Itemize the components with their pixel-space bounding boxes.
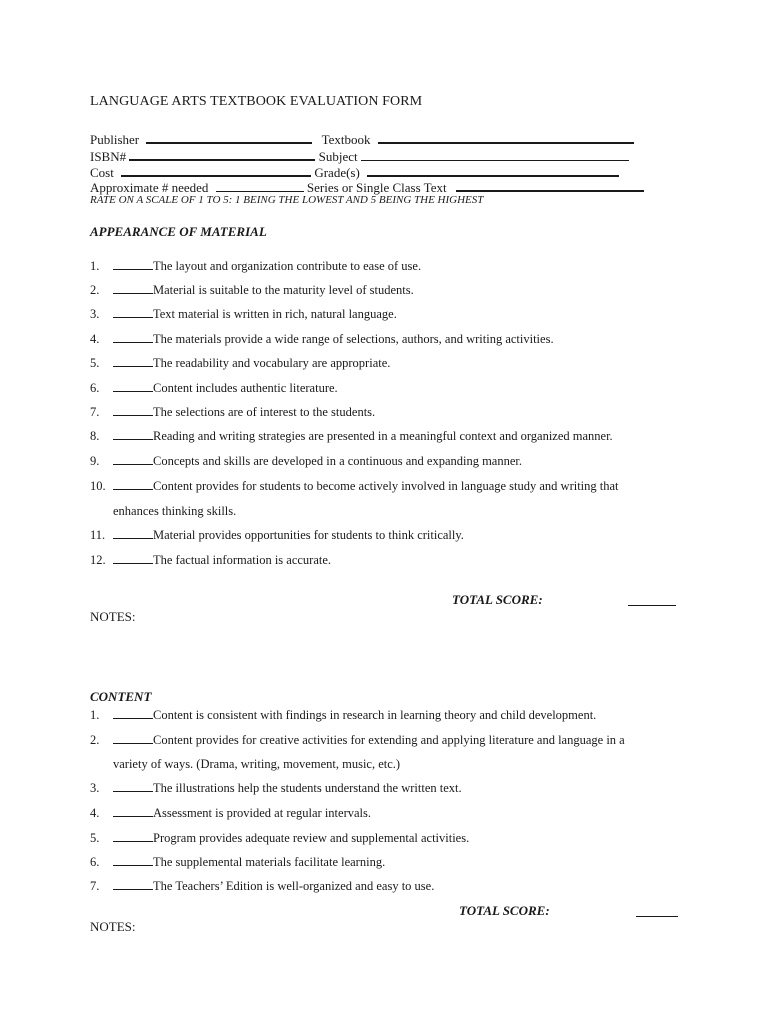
subject-blank[interactable] xyxy=(361,148,629,161)
series-single-blank[interactable] xyxy=(456,178,644,192)
appearance-notes-label: NOTES: xyxy=(90,609,136,624)
item-number: 3. xyxy=(90,307,100,321)
item-text-continuation: variety of ways. (Drama, writing, movement, music, etc.) xyxy=(113,757,401,771)
content-item xyxy=(90,805,371,821)
rating-blank[interactable] xyxy=(113,732,153,744)
item-text: Text material is written in rich, natural language. xyxy=(153,307,397,321)
item-number: 4. xyxy=(90,806,100,820)
series-single-label: Series or Single Class Text xyxy=(306,180,447,195)
item-text: The Teachers’ Edition is well-organized and easy to use. xyxy=(153,879,435,893)
cost-label: Cost xyxy=(90,165,114,180)
appearance-item xyxy=(90,404,375,420)
rating-instruction: RATE ON A SCALE OF 1 TO 5: 1 BEING THE LOWEST AND 5 BEING THE HIGHEST xyxy=(90,194,484,206)
subject-label: Subject xyxy=(318,149,358,164)
content-item xyxy=(90,732,625,748)
isbn-blank[interactable] xyxy=(129,147,315,161)
grades-label: Grade(s) xyxy=(314,165,360,180)
rating-blank[interactable] xyxy=(113,805,153,817)
item-text: Content provides for creative activities for extending and applying literature and language in a xyxy=(153,733,625,747)
item-number: 10. xyxy=(90,479,106,493)
approx-needed-label: Approximate # needed xyxy=(90,180,209,195)
item-number: 1. xyxy=(90,708,100,722)
approx-needed-blank[interactable] xyxy=(216,179,304,192)
appearance-item xyxy=(90,380,338,396)
rating-blank[interactable] xyxy=(113,453,153,465)
rating-blank[interactable] xyxy=(113,428,153,440)
item-number: 6. xyxy=(90,381,100,395)
rating-blank[interactable] xyxy=(113,478,153,490)
rating-blank[interactable] xyxy=(113,355,153,367)
item-text: Content provides for students to become actively involved in language study and writing that xyxy=(153,479,619,493)
item-text: Material provides opportunities for students to think critically. xyxy=(153,528,464,542)
item-text: The supplemental materials facilitate learning. xyxy=(153,855,386,869)
rating-blank[interactable] xyxy=(113,282,153,294)
rating-blank[interactable] xyxy=(113,830,153,842)
appearance-item xyxy=(90,306,397,322)
appearance-item xyxy=(90,258,421,274)
rating-blank[interactable] xyxy=(113,854,153,866)
form-title: LANGUAGE ARTS TEXTBOOK EVALUATION FORM xyxy=(90,94,423,109)
item-text: The layout and organization contribute to ease of use. xyxy=(153,259,422,273)
item-text-continuation: enhances thinking skills. xyxy=(113,504,237,518)
content-item xyxy=(90,878,434,894)
appearance-item xyxy=(90,282,414,298)
item-text: The readability and vocabulary are appropriate. xyxy=(153,356,391,370)
content-total-blank[interactable] xyxy=(636,915,678,917)
rating-blank[interactable] xyxy=(113,707,153,719)
item-number: 5. xyxy=(90,831,100,845)
item-number: 5. xyxy=(90,356,100,370)
publisher-blank[interactable] xyxy=(146,130,312,144)
content-item xyxy=(90,830,469,846)
content-item xyxy=(90,854,385,870)
item-text: Material is suitable to the maturity level of students. xyxy=(153,283,414,297)
cost-blank[interactable] xyxy=(121,163,311,177)
item-number: 8. xyxy=(90,429,100,443)
content-item xyxy=(90,780,462,796)
isbn-label: ISBN# xyxy=(90,149,127,164)
item-text: The illustrations help the students understand the written text. xyxy=(153,781,462,795)
rating-blank[interactable] xyxy=(113,258,153,270)
appearance-heading: APPEARANCE OF MATERIAL xyxy=(90,224,267,239)
content-notes-label: NOTES: xyxy=(90,919,136,934)
grades-blank[interactable] xyxy=(367,163,619,177)
publisher-label: Publisher xyxy=(90,132,140,147)
appearance-item xyxy=(90,331,554,347)
rating-blank[interactable] xyxy=(113,527,153,539)
content-heading: CONTENT xyxy=(90,689,152,704)
item-number: 11. xyxy=(90,528,106,542)
rating-blank[interactable] xyxy=(113,878,153,890)
item-number: 2. xyxy=(90,733,100,747)
appearance-item xyxy=(90,527,464,543)
rating-blank[interactable] xyxy=(113,552,153,564)
item-number: 12. xyxy=(90,553,106,567)
item-number: 1. xyxy=(90,259,100,273)
item-number: 4. xyxy=(90,332,100,346)
item-number: 3. xyxy=(90,781,100,795)
item-text: The selections are of interest to the students. xyxy=(153,405,376,419)
item-number: 2. xyxy=(90,283,100,297)
rating-blank[interactable] xyxy=(113,331,153,343)
textbook-blank[interactable] xyxy=(378,130,634,144)
item-text: Assessment is provided at regular intervals. xyxy=(153,806,372,820)
item-text: Content includes authentic literature. xyxy=(153,381,338,395)
item-text: Reading and writing strategies are presented in a meaningful context and organized manner. xyxy=(153,429,613,443)
item-number: 9. xyxy=(90,454,100,468)
appearance-total-blank[interactable] xyxy=(628,604,676,606)
rating-blank[interactable] xyxy=(113,380,153,392)
rating-blank[interactable] xyxy=(113,780,153,792)
textbook-label: Textbook xyxy=(321,132,371,147)
header-row-publisher xyxy=(90,130,634,148)
content-total-label: TOTAL SCORE: xyxy=(459,903,550,918)
appearance-item xyxy=(90,478,619,494)
rating-blank[interactable] xyxy=(113,306,153,318)
item-text: Concepts and skills are developed in a continuous and expanding manner. xyxy=(153,454,523,468)
rating-blank[interactable] xyxy=(113,404,153,416)
item-text: The materials provide a wide range of selections, authors, and writing activities. xyxy=(153,332,554,346)
appearance-total-label: TOTAL SCORE: xyxy=(452,592,543,607)
item-text: Program provides adequate review and supplemental activities. xyxy=(153,831,470,845)
appearance-item xyxy=(90,552,331,568)
item-number: 7. xyxy=(90,879,100,893)
appearance-item xyxy=(90,355,390,371)
appearance-item xyxy=(90,428,613,444)
appearance-item xyxy=(90,453,522,469)
item-number: 7. xyxy=(90,405,100,419)
item-text: The factual information is accurate. xyxy=(153,553,332,567)
item-number: 6. xyxy=(90,855,100,869)
content-item xyxy=(90,707,596,723)
item-text: Content is consistent with findings in research in learning theory and child development. xyxy=(153,708,597,722)
